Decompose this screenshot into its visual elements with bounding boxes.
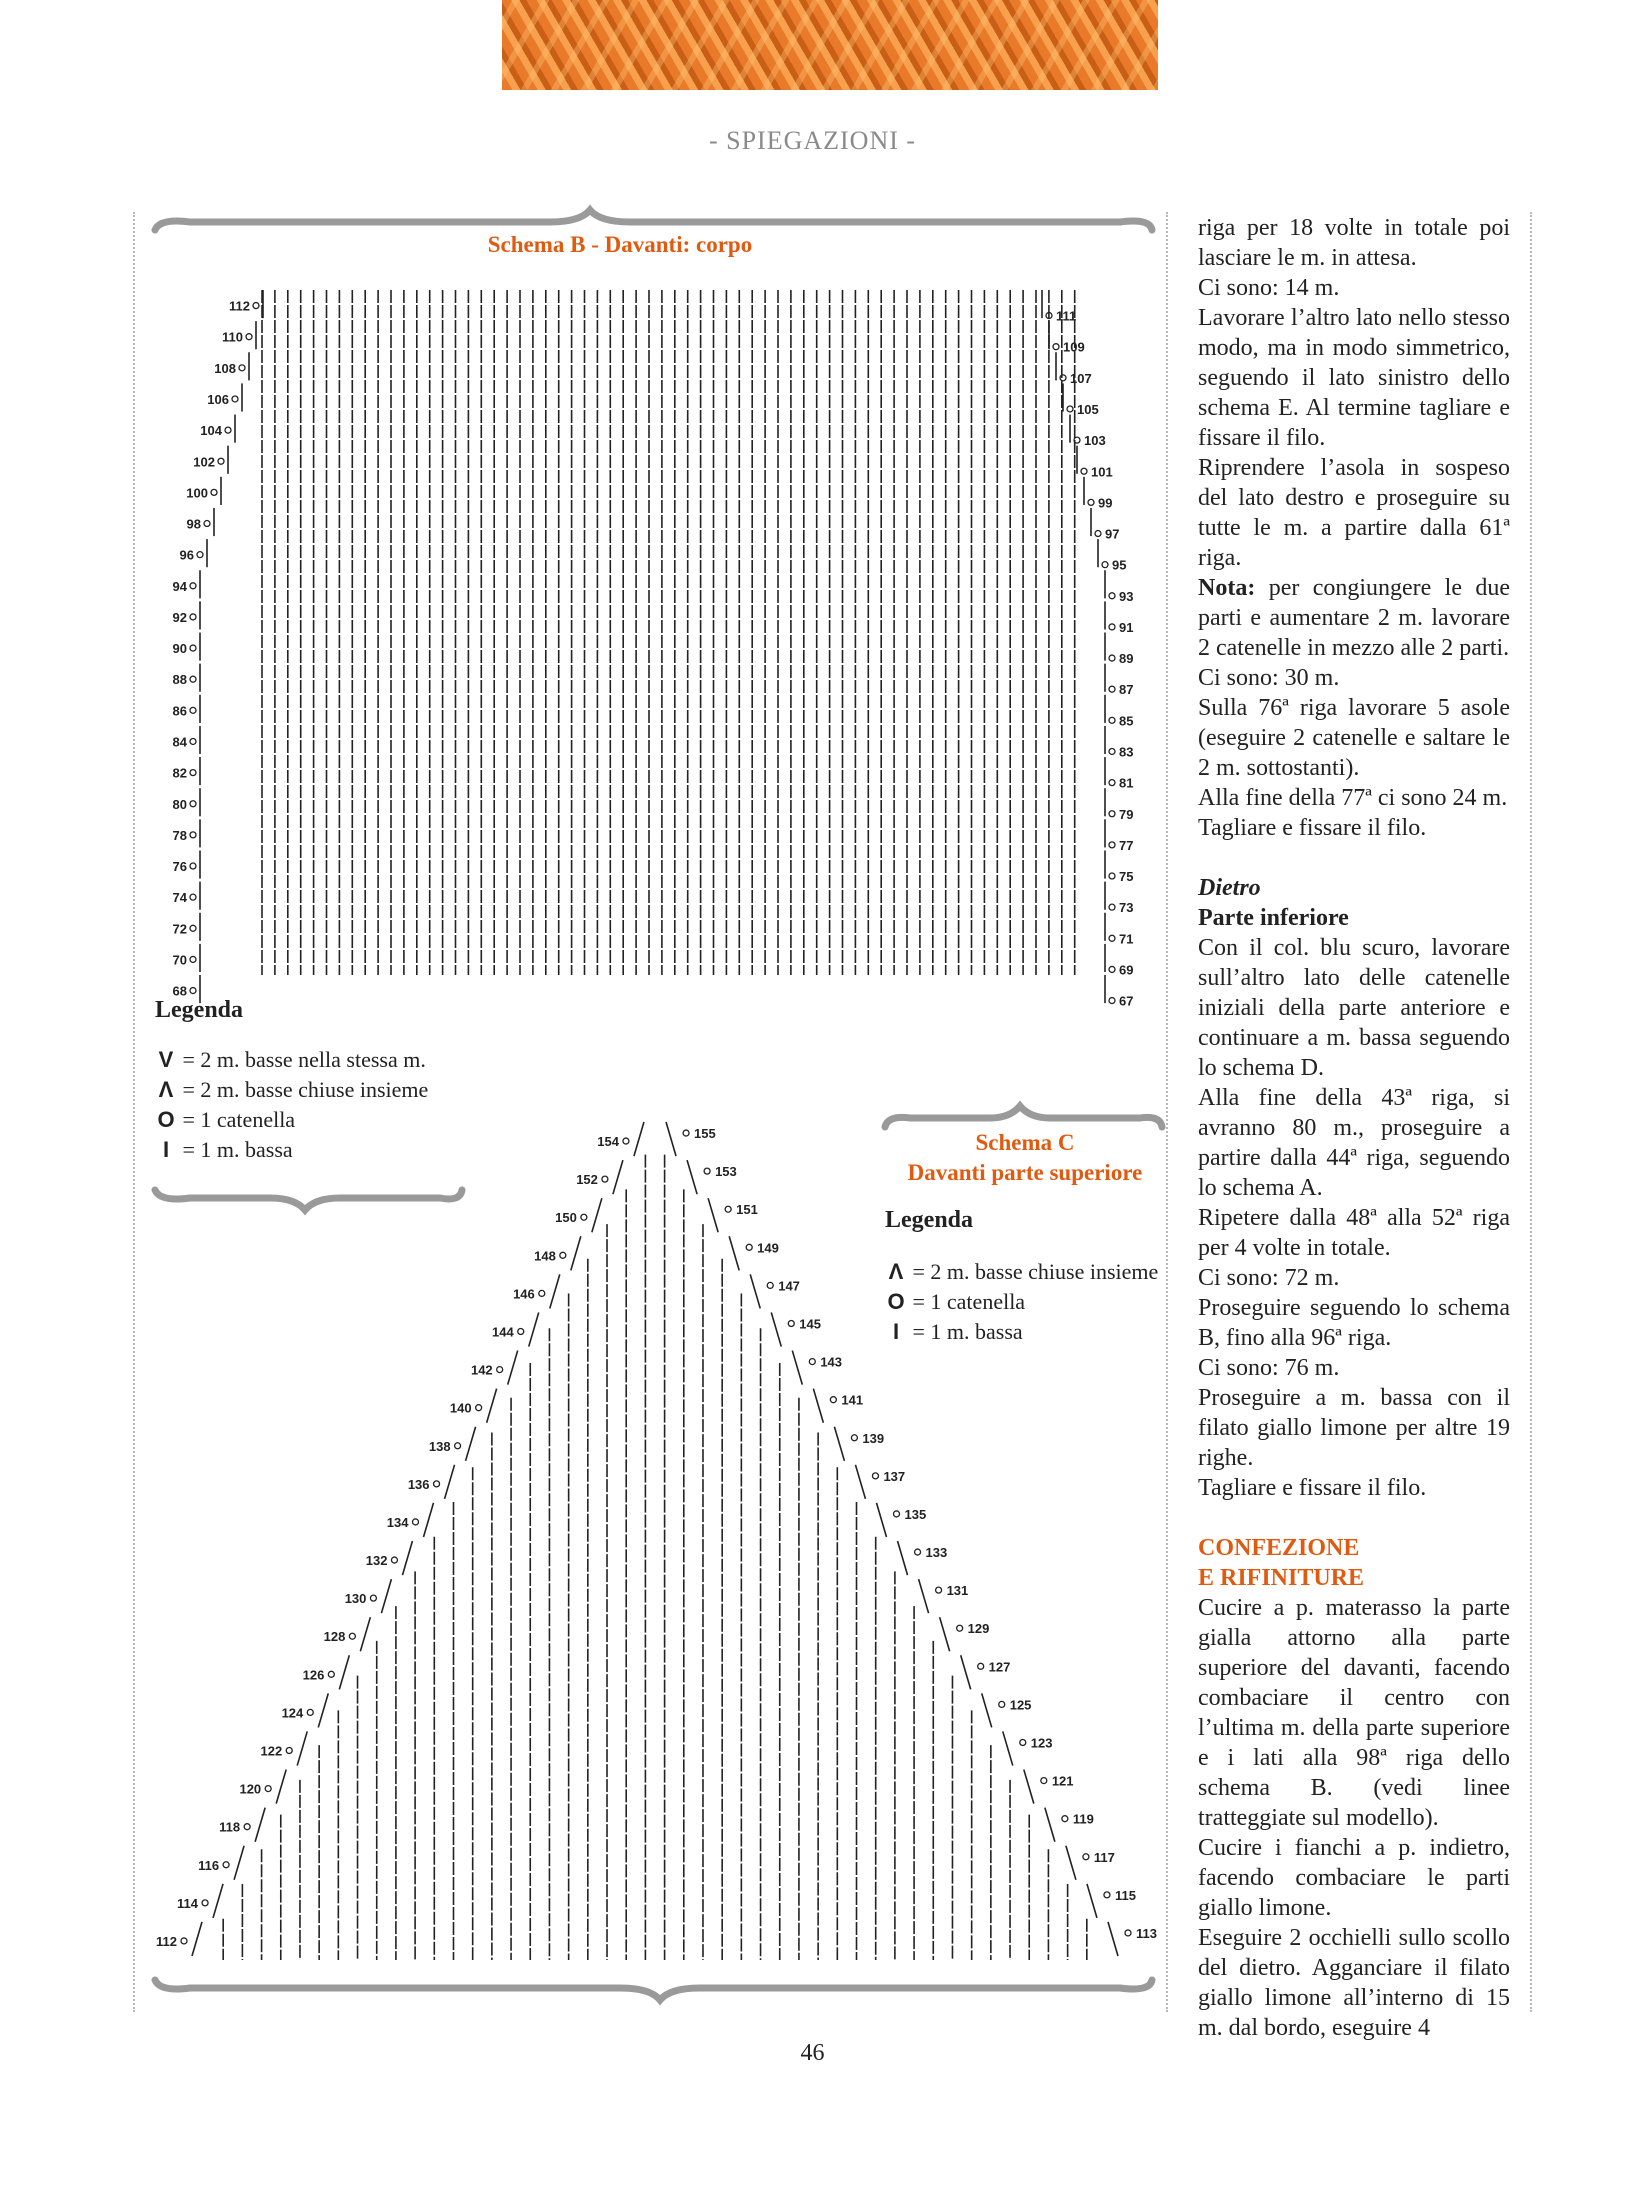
paragraph: Proseguire a m. bassa con il filato giallo limone per altre 19 righe. xyxy=(1198,1385,1510,1471)
decrease-stitch xyxy=(192,1922,202,1956)
row-number-label: 138 xyxy=(428,1438,451,1454)
paragraph: riga per 18 volte in totale poi lasciare le m. in attesa. xyxy=(1198,215,1510,271)
row-number-label: 144 xyxy=(492,1324,514,1340)
decrease-stitch xyxy=(381,1579,391,1613)
bar-symbol-icon: I xyxy=(162,1137,170,1162)
row-number-label: 152 xyxy=(576,1172,598,1188)
chain-icon xyxy=(746,1244,752,1250)
row-number-label: 127 xyxy=(988,1659,1011,1675)
row-number-label: 137 xyxy=(883,1468,906,1484)
chain-icon xyxy=(232,396,238,402)
row-number-label: 151 xyxy=(736,1202,758,1218)
row-number-label: 108 xyxy=(214,360,236,376)
decrease-stitch xyxy=(1003,1731,1013,1765)
chain-icon xyxy=(1109,811,1115,817)
row-number-label: 93 xyxy=(1119,588,1134,604)
section-header: - SPIEGAZIONI - xyxy=(708,126,917,155)
chain-icon xyxy=(915,1549,921,1555)
row-number-label: 147 xyxy=(778,1278,800,1294)
decrease-stitch xyxy=(855,1465,865,1499)
decrease-stitch xyxy=(792,1351,802,1385)
chain-icon xyxy=(1109,593,1115,599)
instructions-column xyxy=(1198,213,1510,2043)
chain-icon xyxy=(683,1130,689,1136)
chain-icon xyxy=(244,1824,250,1830)
chain-icon xyxy=(851,1435,857,1441)
chain-icon xyxy=(190,925,196,931)
row-number-label: 101 xyxy=(1091,464,1113,480)
row-number-label: 149 xyxy=(757,1240,779,1256)
decrease-stitch xyxy=(750,1274,760,1308)
chain-icon xyxy=(307,1709,313,1715)
row-number-label: 120 xyxy=(239,1781,262,1797)
chain-icon xyxy=(190,645,196,651)
row-number-label: 113 xyxy=(1136,1925,1157,1941)
row-number-label: 129 xyxy=(967,1621,990,1637)
paragraph: Cucire a p. materasso la parte gialla attorno alla parte superiore del davanti, facendo combaciare il centro con l’ultima m. della parte superiore e i lati alla 98ª riga dello schema B. (vedi linee tratteggiate sul modello). xyxy=(1198,1595,1510,1831)
decrease-stitch xyxy=(1045,1808,1055,1842)
chain-icon xyxy=(518,1329,524,1335)
row-number-label: 111 xyxy=(1056,308,1077,324)
parte-inferiore-heading: Parte inferiore xyxy=(1198,905,1349,931)
chain-icon xyxy=(190,583,196,589)
brace-bottom-c xyxy=(155,1980,1152,2000)
row-number-label: 125 xyxy=(1009,1697,1032,1713)
chain-icon xyxy=(190,988,196,994)
row-number-label: 85 xyxy=(1119,713,1134,729)
decrease-stitch xyxy=(708,1198,718,1232)
v-symbol-icon: V xyxy=(158,1047,174,1072)
row-number-label: 145 xyxy=(799,1316,821,1332)
paragraph: Riprendere l’asola in sospeso del lato destro e proseguire su tutte le m. a partire dalla 61ª riga. xyxy=(1198,455,1510,571)
chain-icon xyxy=(246,334,252,340)
row-number-label: 67 xyxy=(1119,993,1134,1009)
decrease-stitch xyxy=(234,1846,244,1880)
chain-icon xyxy=(218,458,224,464)
chain-icon xyxy=(204,521,210,527)
chain-icon xyxy=(197,552,203,558)
decrease-stitch xyxy=(961,1655,971,1689)
legend-b-text: = 1 m. bassa xyxy=(182,1137,293,1162)
legend-c-text: = 1 m. bassa xyxy=(912,1319,1023,1344)
chain-icon xyxy=(181,1938,187,1944)
lambda-symbol-icon: Λ xyxy=(158,1077,174,1102)
row-number-label: 105 xyxy=(1077,401,1099,417)
paragraph: Ripetere dalla 48ª alla 52ª riga per 4 volte in totale. xyxy=(1198,1205,1510,1261)
decrease-stitch xyxy=(339,1655,349,1689)
decrease-stitch xyxy=(402,1541,412,1575)
decrease-stitch xyxy=(571,1236,581,1270)
legend-b-item xyxy=(155,1075,428,1105)
chain-icon xyxy=(936,1587,942,1593)
chain-icon xyxy=(286,1748,292,1754)
decrease-stitch xyxy=(424,1503,434,1537)
chain-icon xyxy=(957,1625,963,1631)
legend-b-item xyxy=(155,1105,428,1135)
decrease-stitch xyxy=(687,1160,697,1194)
row-number-label: 121 xyxy=(1051,1773,1074,1789)
legend-b-text: = 1 catenella xyxy=(182,1107,296,1132)
paragraph: Tagliare e fissare il filo. xyxy=(1198,1475,1427,1501)
chain-icon xyxy=(1083,1854,1089,1860)
schema-b-title: Schema B - Davanti: corpo xyxy=(487,232,753,257)
legend-b-item xyxy=(155,1045,428,1075)
row-number-label: 142 xyxy=(470,1362,493,1378)
decrease-stitch xyxy=(771,1312,781,1346)
confezione-heading-2: E RIFINITURE xyxy=(1198,1565,1365,1591)
chain-icon xyxy=(978,1663,984,1669)
chain-icon xyxy=(190,863,196,869)
row-number-label: 92 xyxy=(172,609,187,625)
row-number-label: 102 xyxy=(193,454,215,470)
decrease-stitch xyxy=(1108,1922,1118,1956)
chain-icon xyxy=(476,1405,482,1411)
row-number-label: 141 xyxy=(841,1392,864,1408)
chain-icon xyxy=(328,1671,334,1677)
chain-icon xyxy=(1104,1892,1110,1898)
chain-icon xyxy=(370,1595,376,1601)
chain-icon xyxy=(1095,531,1101,537)
nota-label: Nota: xyxy=(1198,575,1256,601)
brace-top-c xyxy=(885,1106,1162,1127)
decrease-stitch xyxy=(1087,1884,1097,1918)
chain-icon xyxy=(602,1176,608,1182)
chain-icon xyxy=(1081,468,1087,474)
row-number-label: 103 xyxy=(1084,433,1106,449)
row-number-label: 140 xyxy=(449,1400,472,1416)
chain-icon xyxy=(1041,1778,1047,1784)
bar-symbol-icon: I xyxy=(892,1319,900,1344)
row-number-label: 109 xyxy=(1063,339,1085,355)
decrease-stitch xyxy=(276,1770,286,1804)
paragraph: Con il col. blu scuro, lavorare sull’altro lato delle catenelle iniziali della parte anteriore e continuare a m. bassa seguendo lo schema D. xyxy=(1198,935,1510,1081)
brace-top-b xyxy=(155,210,1152,230)
row-number-label: 148 xyxy=(534,1248,556,1264)
row-number-label: 82 xyxy=(172,765,187,781)
chain-icon xyxy=(190,738,196,744)
row-number-label: 91 xyxy=(1119,619,1134,635)
row-number-label: 123 xyxy=(1030,1735,1053,1751)
decrease-stitch xyxy=(898,1541,908,1575)
circle-symbol-icon: O xyxy=(157,1107,175,1132)
paragraph: Ci sono: 72 m. xyxy=(1198,1265,1340,1291)
paragraph: Alla fine della 43ª riga, si avranno 80 m., proseguire a partire dalla 44ª riga, seguendo lo schema A. xyxy=(1198,1085,1510,1201)
row-number-label: 94 xyxy=(172,578,187,594)
row-number-label: 83 xyxy=(1119,744,1134,760)
decrease-stitch xyxy=(487,1389,497,1423)
chain-icon xyxy=(1088,499,1094,505)
decrease-stitch xyxy=(255,1808,265,1842)
decrease-stitch xyxy=(360,1617,370,1651)
decrease-stitch xyxy=(940,1617,950,1651)
chain-icon xyxy=(349,1633,355,1639)
row-number-label: 106 xyxy=(207,391,229,407)
paragraph: Eseguire 2 occhielli sullo scollo del dietro. Agganciare il filato giallo limone all’interno di 15 m. dal bordo, eseguire 4 xyxy=(1198,1925,1510,2041)
paragraph: Proseguire seguendo lo schema B, fino alla 96ª riga. xyxy=(1198,1295,1510,1351)
decrease-stitch xyxy=(297,1731,307,1765)
row-number-label: 150 xyxy=(555,1210,577,1226)
row-number-label: 96 xyxy=(179,547,194,563)
chain-icon xyxy=(1109,935,1115,941)
chain-icon xyxy=(788,1321,794,1327)
row-number-label: 116 xyxy=(198,1857,220,1873)
row-number-label: 122 xyxy=(260,1743,283,1759)
decrease-stitch xyxy=(919,1579,929,1613)
row-number-label: 118 xyxy=(219,1819,241,1835)
chain-icon xyxy=(704,1168,710,1174)
row-number-label: 80 xyxy=(172,796,187,812)
row-number-label: 114 xyxy=(177,1895,199,1911)
chain-icon xyxy=(190,770,196,776)
chain-icon xyxy=(190,707,196,713)
chain-icon xyxy=(539,1290,545,1296)
decrease-stitch xyxy=(592,1198,602,1232)
chain-icon xyxy=(1060,375,1066,381)
chain-icon xyxy=(190,894,196,900)
legend-b-item xyxy=(155,1135,428,1165)
row-number-label: 72 xyxy=(172,921,187,937)
legend-c-item xyxy=(885,1257,1158,1287)
chain-icon xyxy=(434,1481,440,1487)
chain-icon xyxy=(1053,344,1059,350)
paragraph: Cucire i fianchi a p. indietro, facendo combaciare le parti giallo limone. xyxy=(1198,1835,1510,1921)
nota-text: per congiungere le due parti e aumentare 2 m. lavorare 2 catenelle in mezzo alle 2 parti. xyxy=(1198,575,1510,661)
decrease-stitch xyxy=(508,1351,518,1385)
schema-c-title xyxy=(880,1128,1170,1188)
decrease-stitch xyxy=(613,1160,623,1194)
dietro-heading: Dietro xyxy=(1198,875,1261,901)
row-number-label: 76 xyxy=(172,859,187,875)
row-number-label: 97 xyxy=(1105,526,1120,542)
decrease-stitch xyxy=(213,1884,223,1918)
row-number-label: 100 xyxy=(186,485,208,501)
legend-c xyxy=(885,1205,1158,1347)
chain-icon xyxy=(1109,655,1115,661)
chain-icon xyxy=(1109,780,1115,786)
row-number-label: 77 xyxy=(1119,837,1134,853)
chain-icon xyxy=(190,676,196,682)
chain-icon xyxy=(1109,686,1115,692)
chain-icon xyxy=(391,1557,397,1563)
schema-c-title-line2: Davanti parte superiore xyxy=(907,1160,1143,1185)
chain-icon xyxy=(202,1900,208,1906)
decrease-stitch xyxy=(666,1122,676,1156)
legend-c-heading: Legenda xyxy=(885,1207,974,1233)
decrease-stitch xyxy=(466,1427,476,1461)
chain-icon xyxy=(560,1252,566,1258)
decrease-stitch xyxy=(529,1312,539,1346)
row-number-label: 86 xyxy=(172,703,187,719)
row-number-label: 89 xyxy=(1119,651,1134,667)
lambda-symbol-icon: Λ xyxy=(888,1259,904,1284)
paragraph: Ci sono: 14 m. xyxy=(1198,275,1340,301)
chain-icon xyxy=(1102,562,1108,568)
confezione-heading-1: CONFEZIONE xyxy=(1198,1535,1360,1561)
row-number-label: 117 xyxy=(1093,1849,1115,1865)
legend-c-item xyxy=(885,1317,1158,1347)
paragraph: Alla fine della 77ª ci sono 24 m. xyxy=(1198,785,1508,811)
chain-icon xyxy=(1109,966,1115,972)
row-number-label: 146 xyxy=(513,1286,535,1302)
row-number-label: 81 xyxy=(1119,775,1134,791)
paragraph: Ci sono: 76 m. xyxy=(1198,1355,1340,1381)
decrease-stitch xyxy=(834,1427,844,1461)
chain-icon xyxy=(1109,998,1115,1004)
chain-icon xyxy=(190,956,196,962)
decrease-stitch xyxy=(550,1274,560,1308)
chain-icon xyxy=(413,1519,419,1525)
chain-icon xyxy=(830,1397,836,1403)
row-number-label: 70 xyxy=(172,952,187,968)
chain-icon xyxy=(1125,1930,1131,1936)
chain-icon xyxy=(1109,624,1115,630)
legend-b-text: = 2 m. basse nella stessa m. xyxy=(182,1047,426,1072)
row-number-label: 130 xyxy=(344,1591,367,1607)
legend-c-item xyxy=(885,1287,1158,1317)
chain-icon xyxy=(253,303,259,309)
paragraph: Lavorare l’altro lato nello stesso modo, ma in modo simmetrico, seguendo il lato sinistro dello schema E. Al termine tagliare e fissare il filo. xyxy=(1198,305,1510,451)
row-number-label: 98 xyxy=(186,516,201,532)
row-number-label: 110 xyxy=(222,329,243,345)
chain-icon xyxy=(1109,904,1115,910)
decrease-stitch xyxy=(634,1122,644,1156)
chain-icon xyxy=(497,1367,503,1373)
row-number-label: 155 xyxy=(694,1126,716,1142)
row-number-label: 153 xyxy=(715,1164,737,1180)
paragraph: Tagliare e fissare il filo. xyxy=(1198,815,1427,841)
chain-icon xyxy=(1109,748,1115,754)
chain-icon xyxy=(211,489,217,495)
row-number-label: 73 xyxy=(1119,900,1134,916)
chain-icon xyxy=(623,1138,629,1144)
row-number-label: 87 xyxy=(1119,682,1134,698)
chain-icon xyxy=(809,1359,815,1365)
chain-icon xyxy=(999,1701,1005,1707)
nota-paragraph xyxy=(1198,573,1510,663)
chain-icon xyxy=(223,1862,229,1868)
row-number-label: 90 xyxy=(172,641,187,657)
chain-icon xyxy=(190,832,196,838)
row-number-label: 99 xyxy=(1098,495,1113,511)
row-number-label: 136 xyxy=(407,1476,430,1492)
decrease-stitch xyxy=(982,1693,992,1727)
decrease-stitch xyxy=(1066,1846,1076,1880)
chain-icon xyxy=(190,614,196,620)
row-number-label: 126 xyxy=(302,1667,325,1683)
legend-c-text: = 2 m. basse chiuse insieme xyxy=(912,1259,1159,1284)
chain-icon xyxy=(581,1214,587,1220)
row-number-label: 128 xyxy=(323,1629,346,1645)
brace-bottom-b xyxy=(155,1190,462,1210)
decrease-stitch xyxy=(318,1693,328,1727)
chain-icon xyxy=(239,365,245,371)
legend-b-text: = 2 m. basse chiuse insieme xyxy=(182,1077,429,1102)
chain-icon xyxy=(1062,1816,1068,1822)
page-number: 46 xyxy=(800,2040,825,2066)
chain-icon xyxy=(1109,842,1115,848)
row-number-label: 79 xyxy=(1119,806,1134,822)
legend-c-text: = 1 catenella xyxy=(912,1289,1026,1314)
row-number-label: 104 xyxy=(200,423,222,439)
row-number-label: 133 xyxy=(925,1545,948,1561)
row-number-label: 119 xyxy=(1072,1811,1094,1827)
row-number-label: 112 xyxy=(229,298,250,314)
chain-icon xyxy=(265,1786,271,1792)
row-number-label: 135 xyxy=(904,1506,927,1522)
chain-icon xyxy=(1020,1740,1026,1746)
paragraph: Ci sono: 30 m. xyxy=(1198,665,1340,691)
decrease-stitch xyxy=(445,1465,455,1499)
paragraph: Sulla 76ª riga lavorare 5 asole (eseguire 2 catenelle e saltare le 2 m. sottostanti). xyxy=(1198,695,1510,781)
chain-icon xyxy=(725,1206,731,1212)
chain-icon xyxy=(1067,406,1073,412)
chain-icon xyxy=(894,1511,900,1517)
circle-symbol-icon: O xyxy=(887,1289,905,1314)
row-number-label: 134 xyxy=(386,1514,409,1530)
schema-c-title-line1: Schema C xyxy=(975,1130,1075,1155)
row-number-label: 84 xyxy=(172,734,187,750)
decrease-stitch xyxy=(877,1503,887,1537)
row-number-label: 69 xyxy=(1119,962,1134,978)
schema-b-grid xyxy=(173,290,1134,1009)
chain-icon xyxy=(225,427,231,433)
row-number-label: 74 xyxy=(172,890,187,906)
chain-icon xyxy=(872,1473,878,1479)
row-number-label: 139 xyxy=(862,1430,885,1446)
legend-b xyxy=(155,995,428,1165)
row-number-label: 154 xyxy=(597,1134,619,1150)
chain-icon xyxy=(455,1443,461,1449)
decrease-stitch xyxy=(1024,1770,1034,1804)
row-number-label: 88 xyxy=(172,672,187,688)
chain-icon xyxy=(767,1282,773,1288)
decrease-stitch xyxy=(813,1389,823,1423)
chain-icon xyxy=(190,801,196,807)
row-number-label: 95 xyxy=(1112,557,1127,573)
row-number-label: 143 xyxy=(820,1354,843,1370)
row-number-label: 68 xyxy=(172,983,187,999)
row-number-label: 112 xyxy=(156,1933,177,1949)
decrease-stitch xyxy=(729,1236,739,1270)
row-number-label: 78 xyxy=(172,827,187,843)
row-number-label: 131 xyxy=(946,1583,969,1599)
chain-icon xyxy=(1109,717,1115,723)
row-number-label: 75 xyxy=(1119,869,1134,885)
chain-icon xyxy=(1109,873,1115,879)
row-number-label: 71 xyxy=(1119,931,1134,947)
row-number-label: 107 xyxy=(1070,370,1092,386)
row-number-label: 124 xyxy=(281,1705,304,1721)
legend-b-heading: Legenda xyxy=(155,997,244,1023)
row-number-label: 115 xyxy=(1114,1887,1136,1903)
row-number-label: 132 xyxy=(365,1553,388,1569)
